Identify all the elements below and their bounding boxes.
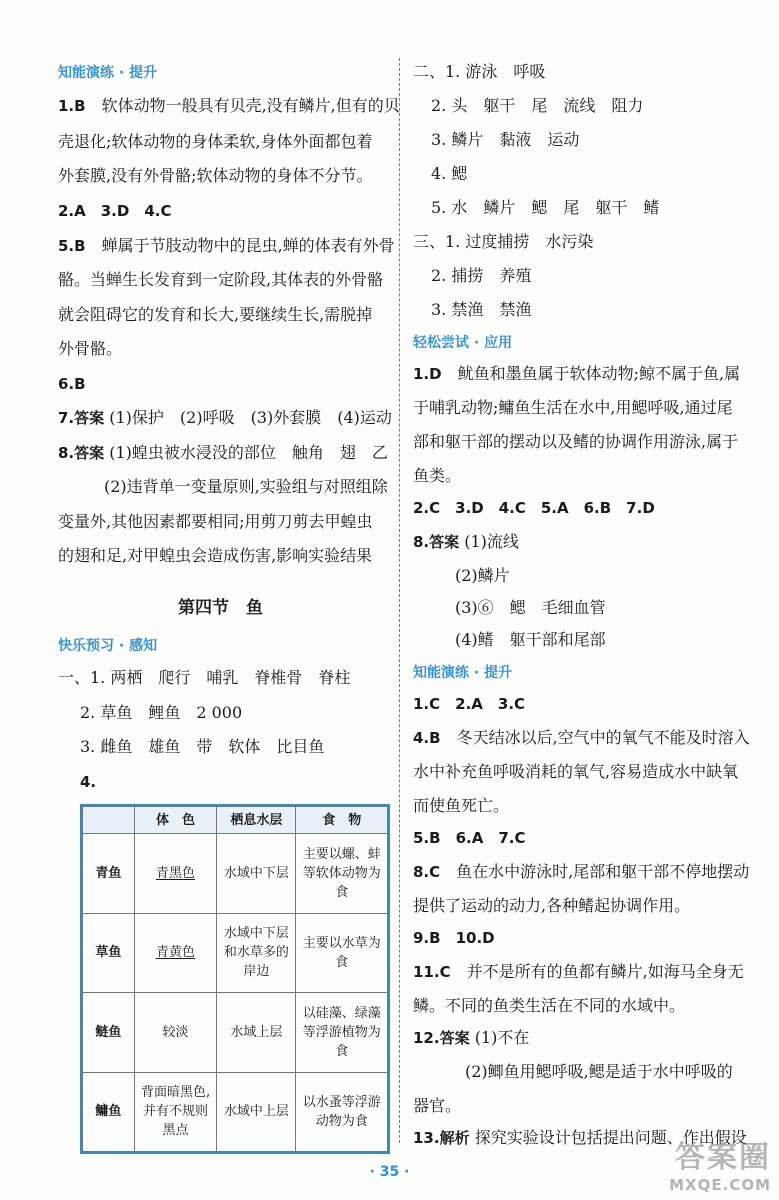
answer-q2-4: 2.A 3.D 4.C <box>58 202 172 220</box>
answer-q8-line4: 的翅和足,对甲蝗虫会造成伤害,影响实验结果 <box>58 546 373 565</box>
table-cell: 青黑色 <box>134 834 216 914</box>
answer-a8: 8.答案 (1)流线 <box>413 532 519 551</box>
preview-item-4: 4. <box>80 773 97 791</box>
table-row <box>83 1072 388 1152</box>
preview-item: 4. 鳃 <box>431 164 468 183</box>
table-header: 体 色 <box>134 807 216 834</box>
answer-a1-line2: 于哺乳动物;鳙鱼生活在水中,用鳃呼吸,通过尾 <box>413 398 733 417</box>
table-cell: 青黄色 <box>134 913 216 993</box>
answer-q5-line4: 外骨骼。 <box>58 339 123 358</box>
answer-a2-7: 2.C 3.D 4.C 5.A 6.B 7.D <box>413 499 655 517</box>
table-row <box>83 834 388 914</box>
table-cell: 鲢鱼 <box>83 993 135 1073</box>
preview-item-2: 2. 草鱼 鲤鱼 2 000 <box>80 703 243 722</box>
table-cell: 草鱼 <box>83 913 135 993</box>
answer-q1: 1.B 软体动物一般具有贝壳,没有鳞片,但有的贝 <box>58 96 400 115</box>
table-header-row <box>83 807 388 834</box>
preview-item-3: 3. 雌鱼 雄鱼 带 软体 比目鱼 <box>80 737 325 756</box>
table-header: 栖息水层 <box>217 807 296 834</box>
preview-item: 3. 禁渔 禁渔 <box>431 300 532 319</box>
table-row <box>83 993 388 1073</box>
table-cell: 主要以螺、蚌等软体动物为食 <box>296 834 388 914</box>
page-number: · 35 · <box>369 1164 410 1180</box>
table-cell: 水域中下层和水草多的岸边 <box>217 913 296 993</box>
table-cell: 青鱼 <box>83 834 135 914</box>
table-cell: 以水蚤等浮游动物为食 <box>296 1072 388 1152</box>
preview-item: 5. 水 鳞片 鳃 尾 躯干 鳍 <box>431 198 660 217</box>
preview-item: 2. 头 躯干 尾 流线 阻力 <box>431 96 644 115</box>
watermark <box>669 1132 771 1194</box>
answer-b1-3: 1.C 2.A 3.C <box>413 695 526 713</box>
answer-a1: 1.D 鱿鱼和墨鱼属于软体动物;鲸不属于鱼,属 <box>413 364 741 383</box>
table-cell: 较淡 <box>134 993 216 1073</box>
section-heading: 知能演练 · 提升 <box>413 665 513 681</box>
answer-q8: 8.答案 (1)蝗虫被水浸没的部位 触角 翅 乙 <box>58 443 388 462</box>
table-cell: 背面暗黑色,并有不规则黑点 <box>134 1072 216 1152</box>
table-cell: 水域中上层 <box>217 1072 296 1152</box>
section-heading: 快乐预习 · 感知 <box>58 638 158 654</box>
table-cell: 主要以水草为食 <box>296 913 388 993</box>
column-divider <box>399 58 400 1143</box>
answer-a8-part3: (3)⑥ 鳃 毛细血管 <box>455 598 606 617</box>
answer-b12: 12.答案 (1)不在 <box>413 1028 530 1047</box>
watermark-url: MXQE.COM <box>669 1176 771 1194</box>
answer-b11: 11.C 并不是所有的鱼都有鳞片,如海马全身无 <box>413 962 744 981</box>
answer-b8: 8.C 鱼在水中游泳时,尾部和躯干部不停地摆动 <box>413 862 750 881</box>
answer-q6: 6.B <box>58 375 86 393</box>
answer-q5-line3: 就会阻碍它的发育和长大,要继续生长,需脱掉 <box>58 305 373 324</box>
answer-b8-line2: 提供了运动的动力,各种鳍起协调作用。 <box>413 896 691 915</box>
table-header <box>83 807 135 834</box>
preview-item-1: 一、1. 两栖 爬行 哺乳 脊椎骨 脊柱 <box>58 668 351 687</box>
fish-table <box>80 804 390 1154</box>
answer-q8-part2: (2)违背单一变量原则,实验组与对照组除 <box>104 477 388 496</box>
table-cell: 以硅藻、绿藻等浮游植物为食 <box>296 993 388 1073</box>
table-row <box>83 913 388 993</box>
answer-b13: 13.解析 探究实验设计包括提出问题、作出假设 <box>413 1128 747 1147</box>
table-header: 食 物 <box>296 807 388 834</box>
table-cell: 水域上层 <box>217 993 296 1073</box>
preview-item: 二、1. 游泳 呼吸 <box>413 62 546 81</box>
answer-b4-line3: 而使鱼死亡。 <box>413 796 510 815</box>
answer-q7: 7.答案 (1)保护 (2)呼吸 (3)外套膜 (4)运动 <box>58 408 392 427</box>
preview-item: 2. 捕捞 养殖 <box>431 266 532 285</box>
answer-a1-line4: 鱼类。 <box>413 466 462 485</box>
answer-q8-line3: 变量外,其他因素都要相同;用剪刀剪去甲蝗虫 <box>58 512 373 531</box>
answer-q1-line2: 壳退化;软体动物的身体柔软,身体外面都包着 <box>58 132 373 151</box>
answer-q1-line3: 外套膜,没有外骨骼;软体动物的身体不分节。 <box>58 166 373 185</box>
preview-item: 三、1. 过度捕捞 水污染 <box>413 232 594 251</box>
table-cell: 鳙鱼 <box>83 1072 135 1152</box>
answer-q5-line2: 骼。当蝉生长发育到一定阶段,其体表的外骨骼 <box>58 270 384 289</box>
section-heading: 知能演练 · 提升 <box>58 65 158 81</box>
answer-b5-7: 5.B 6.A 7.C <box>413 829 526 847</box>
answer-b11-line2: 鳞。不同的鱼类生活在不同的水域中。 <box>413 996 686 1015</box>
answer-a1-line3: 部和躯干部的摆动以及鳍的协调作用游泳,属于 <box>413 432 739 451</box>
answer-b4: 4.B 冬天结冰以后,空气中的氧气不能及时溶入 <box>413 728 750 747</box>
answer-b12-line3: 器官。 <box>413 1096 462 1115</box>
answer-a8-part2: (2)鳞片 <box>455 566 510 585</box>
answer-b9-10: 9.B 10.D <box>413 929 495 947</box>
table-cell: 水域中下层 <box>217 834 296 914</box>
answer-b12-part2: (2)鲫鱼用鳃呼吸,鳃是适于水中呼吸的 <box>465 1062 733 1081</box>
section-title: 第四节 鱼 <box>178 598 263 618</box>
answer-a8-part4: (4)鳍 躯干部和尾部 <box>455 630 606 649</box>
section-heading: 轻松尝试 · 应用 <box>413 335 513 351</box>
answer-b4-line2: 水中补充鱼呼吸消耗的氧气,容易造成水中缺氧 <box>413 762 739 781</box>
answer-q5: 5.B 蝉属于节肢动物中的昆虫,蝉的体表有外骨 <box>58 236 395 255</box>
watermark-text: 答案圈 <box>675 1140 771 1175</box>
preview-item: 3. 鳞片 黏液 运动 <box>431 130 580 149</box>
